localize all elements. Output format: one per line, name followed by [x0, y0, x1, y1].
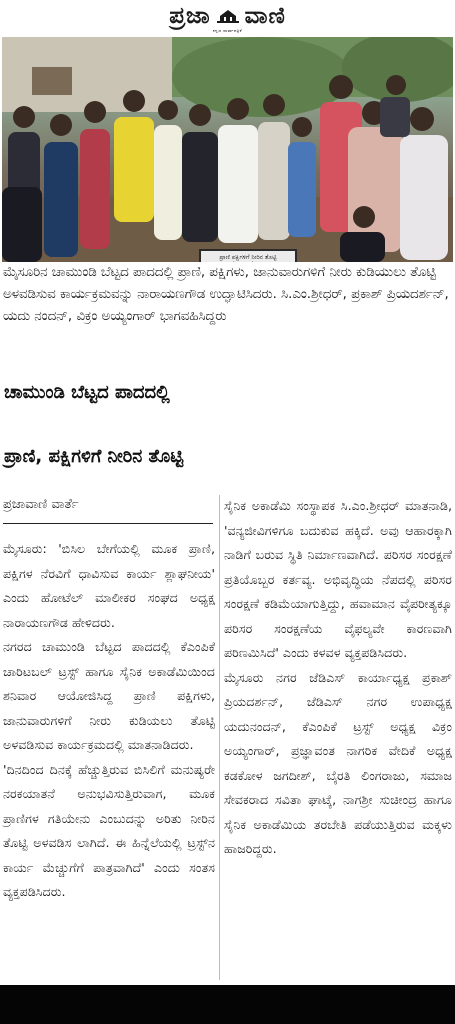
paragraph: ಮೈಸೂರು: 'ಬಿಸಿಲ ಬೇಗೆಯಲ್ಲಿ ಮೂಕ ಪ್ರಾಣಿ, ಪಕ್ಷಿಗಳ ನೆರವಿಗೆ ಧಾವಿಸುವ ಕಾರ್ಯ ಶ್ಲಾಘನೀಯ' ಎಂದು ಹೋಟೆಲ್ ಮಾಲೀಕರ ಸಂಘದ ಅಧ್ಯಕ್ಷ ನಾರಾಯಣಗೌಡ ಹೇಳಿದರು. — [3, 541, 215, 630]
paragraph: ಮೈಸೂರು ನಗರ ಜೆಡಿಎಸ್ ಕಾರ್ಯಾಧ್ಯಕ್ಷ ಪ್ರಕಾಶ್ ಪ್ರಿಯದರ್ಶನ್, ಜೆಡಿಎಸ್ ನಗರ ಉಪಾಧ್ಯಕ್ಷ ಯದುನಂದನ್, ಕೆಎಂಪಿಕೆ ಟ್ರಸ್ಟ್ ಅಧ್ಯಕ್ಷ ವಿಕ್ರಂ ಅಯ್ಯಂಗಾರ್, ಪ್ರಜ್ಞಾವಂತ ನಾಗರಿಕ ವೇದಿಕೆ ಅಧ್ಯಕ್ಷ ಕಡಕೋಳ ಜಗದೀಶ್, ಬೈರತಿ ಲಿಂಗರಾಜು, ಸಮಾಜ ಸೇವಕರಾದ ಸವಿತಾ ಘಾಟ್ಕೆ, ನಾಗಶ್ರೀ ಸುಚೀಂದ್ರ ಹಾಗೂ ಸೈನಿಕ ಅಕಾಡೆಮಿಯ ತರಬೇತಿ ಪಡೆಯುತ್ತಿರುವ ಮಕ್ಕಳು ಹಾಜರಿದ್ದರು. — [224, 669, 452, 856]
plaque-line-1: ಪ್ರಾಣಿ ಪಕ್ಷಿಗಳಿಗೆ ನೀರಿನ ತೊಟ್ಟಿ — [219, 254, 277, 261]
masthead — [0, 0, 455, 36]
paragraph: 'ದಿನದಿಂದ ದಿನಕ್ಕೆ ಹೆಚ್ಚುತ್ತಿರುವ ಬಿಸಿಲಿಗೆ ಮನುಷ್ಯರೇ ನರಕಯಾತನೆ ಅನುಭವಿಸುತ್ತಿರುವಾಗ, ಮೂಕ ಪ್ರಾಣಿಗಳ ಗತಿಯೇನು ಎಂಬುದನ್ನು ಅರಿತು ನೀರಿನ ತೊಟ್ಟಿ ಅಳವಡಿಸ ಲಾಗಿದೆ. ಈ ಹಿನ್ನೆಲೆಯಲ್ಲಿ ಟ್ರಸ್ಟ್‌ನ ಕಾರ್ಯ ಮೆಚ್ಚುಗೆಗೆ ಪಾತ್ರವಾಗಿದೆ' ಎಂದು ಸಂತಸ ವ್ಯಕ್ತಪಡಿಸಿದರು. — [3, 761, 215, 899]
paragraph: ಸೈನಿಕ ಅಕಾಡೆಮಿ ಸಂಸ್ಥಾಪಕ ಸಿ.ಎಂ.ಶ್ರೀಧರ್ ಮಾತನಾಡಿ, 'ವನ್ಯಜೀವಿಗಳಿಗೂ ಬದುಕುವ ಹಕ್ಕಿದೆ. ಅವು ಆಹಾರಕ್ಕಾಗಿ ನಾಡಿಗೆ ಬರುವ ಸ್ಥಿತಿ ನಿರ್ಮಾಣವಾಗಿದೆ. ಪರಿಸರ ಸಂರಕ್ಷಣೆ ಪ್ರತಿಯೊಬ್ಬರ ಕರ್ತವ್ಯ. ಅಭಿವೃದ್ಧಿಯ ನೆಪದಲ್ಲಿ ಪರಿಸರ ಸಂರಕ್ಷಣೆ ಕಡಿಮೆಯಾಗುತ್ತಿದ್ದು, ಹವಾಮಾನ ವೈಪರೀತ್ಯಕ್ಕೂ ಪರಿಸರ ಸಂರಕ್ಷಣೆಯ ವೈಫಲ್ಯವೇ ಕಾರಣವಾಗಿ ಪರಿಣಮಿಸಿದೆ' ಎಂದು ಕಳವಳ ವ್ಯಕ್ತಪಡಿಸಿದರು. — [224, 498, 452, 660]
headline-line-2: ಪ್ರಾಣಿ, ಪಕ್ಷಿಗಳಿಗೆ ನೀರಿನ ತೊಟ್ಟಿ — [4, 446, 184, 467]
article-column-left — [3, 537, 215, 905]
headline-line-1: ಚಾಮುಂಡಿ ಬೆಟ್ಟದ ಪಾದದಲ್ಲಿ — [4, 382, 170, 403]
column-divider — [219, 495, 220, 980]
photo-scene — [2, 37, 453, 262]
masthead-logo — [169, 1, 286, 29]
temple-logo-icon — [215, 8, 241, 24]
masthead-name-part1: ಪ್ರಜಾ — [169, 1, 211, 29]
masthead-tagline: ಕನ್ನಡ ವಾರ್ತಾಪತ್ರಿಕೆ — [212, 27, 243, 33]
article-column-right — [224, 494, 452, 862]
byline-divider — [3, 523, 213, 524]
byline: ಪ್ರಜಾವಾಣಿ ವಾರ್ತೆ — [3, 497, 79, 512]
paragraph: ನಗರದ ಚಾಮುಂಡಿ ಬೆಟ್ಟದ ಪಾದದಲ್ಲಿ ಕೆಎಂಪಿಕೆ ಚಾರಿಟಬಲ್ ಟ್ರಸ್ಟ್ ಹಾಗೂ ಸೈನಿಕ ಅಕಾಡೆಮಿಯಿಂದ ಶನಿವಾರ ಆಯೋಜಿಸಿದ್ದ ಪ್ರಾಣಿ ಪಕ್ಷಿಗಳು, ಜಾನುವಾರುಗಳಿಗೆ ನೀರು ಕುಡಿಯಲು ತೊಟ್ಟಿ ಅಳವಡಿಸುವ ಕಾರ್ಯಕ್ರಮದಲ್ಲಿ ಮಾತನಾಡಿದರು. — [3, 639, 215, 752]
masthead-name-part2: ವಾಣಿ — [244, 1, 286, 29]
bottom-black-bar — [0, 985, 455, 1024]
news-photo — [2, 37, 453, 262]
memorial-plaque — [199, 249, 297, 262]
photo-caption: ಮೈಸೂರಿನ ಚಾಮುಂಡಿ ಬೆಟ್ಟದ ಪಾದದಲ್ಲಿ ಪ್ರಾಣಿ, ಪಕ್ಷಿಗಳು, ಜಾನುವಾರುಗಳಿಗೆ ನೀರು ಕುಡಿಯುಲು ತೊಟ್ಟಿ ಅಳವಡಿಸುವ ಕಾರ್ಯಕ್ರಮವನ್ನು ನಾರಾಯಣಗೌಡ ಉದ್ಘಾಟಿಸಿದರು. ಸಿ.ಎಂ.ಶ್ರೀಧರ್, ಪ್ರಕಾಶ್ ಪ್ರಿಯದರ್ಶನ್, ಯದು ನಂದನ್, ವಿಕ್ರಂ ಅಯ್ಯಂಗಾರ್ ಭಾಗವಹಿಸಿದ್ದರು — [3, 265, 449, 324]
